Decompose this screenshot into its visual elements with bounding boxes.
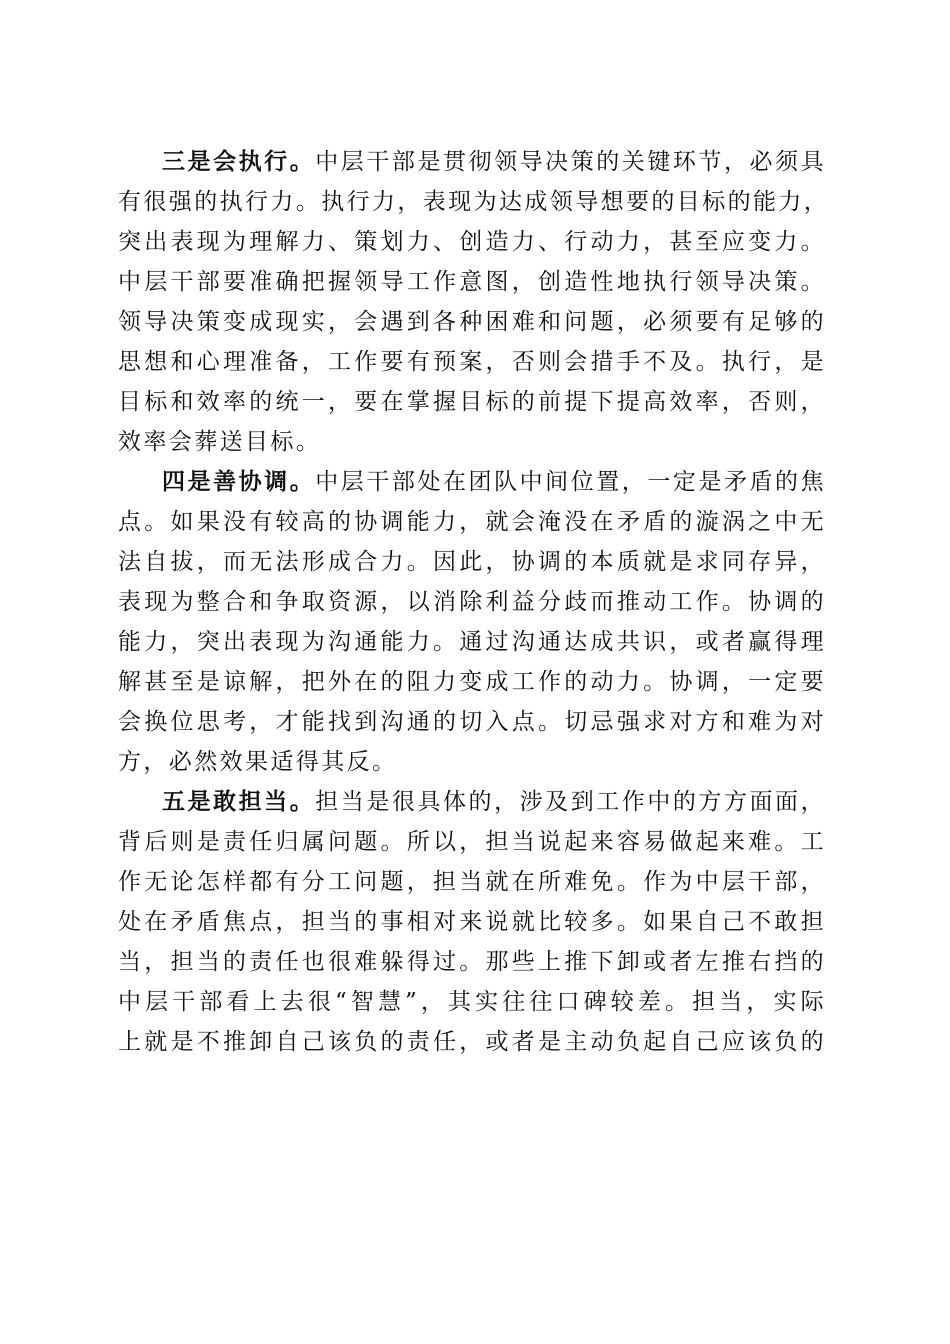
text-line: 方，必然效果适得其反。 bbox=[118, 749, 398, 775]
paragraph-lead: 四是善协调。 bbox=[162, 468, 316, 495]
line-text: 担当是很具体的，涉及到工作中的方方面面， bbox=[315, 789, 826, 815]
text-line: 会换位思考，才能找到沟通的切入点。切忌强求对方和难为对 bbox=[118, 709, 826, 735]
text-line: 中层干部看上去很“智慧”，其实往往口碑较差。担当，实际 bbox=[118, 989, 826, 1015]
paragraph-coordinate bbox=[118, 462, 826, 782]
text-line bbox=[118, 782, 826, 822]
document-body bbox=[118, 142, 830, 1062]
text-line bbox=[118, 462, 826, 502]
text-line: 当，担当的责任也很难躲得过。那些上推下卸或者左推右挡的 bbox=[118, 949, 826, 975]
text-line: 背后则是责任归属问题。所以，担当说起来容易做起来难。工 bbox=[118, 829, 826, 855]
line-text: 中层干部是贯彻领导决策的关键环节，必须具 bbox=[315, 149, 826, 175]
text-line: 效率会葬送目标。 bbox=[118, 429, 322, 455]
text-line: 领导决策变成现实，会遇到各种困难和问题，必须要有足够的 bbox=[118, 309, 826, 335]
text-line: 突出表现为理解力、策划力、创造力、行动力，甚至应变力。 bbox=[118, 229, 826, 255]
paragraph-execute bbox=[118, 142, 830, 462]
text-line bbox=[118, 142, 826, 182]
text-line: 解甚至是谅解，把外在的阻力变成工作的动力。协调，一定要 bbox=[118, 669, 826, 695]
text-line: 法自拔，而无法形成合力。因此，协调的本质就是求同存异， bbox=[118, 549, 826, 575]
text-line: 中层干部要准确把握领导工作意图，创造性地执行领导决策。 bbox=[118, 269, 826, 295]
text-line: 上就是不推卸自己该负的责任，或者是主动负起自己应该负的 bbox=[118, 1029, 826, 1055]
text-line: 点。如果没有较高的协调能力，就会淹没在矛盾的漩涡之中无 bbox=[118, 509, 826, 535]
paragraph-responsibility bbox=[118, 782, 826, 1062]
paragraph-lead: 三是会执行。 bbox=[162, 148, 316, 175]
text-line: 处在矛盾焦点，担当的事相对来说就比较多。如果自己不敢担 bbox=[118, 909, 826, 935]
text-line: 能力，突出表现为沟通能力。通过沟通达成共识，或者赢得理 bbox=[118, 629, 826, 655]
text-line: 有很强的执行力。执行力，表现为达成领导想要的目标的能力， bbox=[118, 189, 830, 215]
text-line: 表现为整合和争取资源，以消除利益分歧而推动工作。协调的 bbox=[118, 589, 826, 615]
paragraph-lead: 五是敢担当。 bbox=[162, 788, 316, 815]
text-line: 思想和心理准备，工作要有预案，否则会措手不及。执行，是 bbox=[118, 349, 826, 375]
line-text: 中层干部处在团队中间位置，一定是矛盾的焦 bbox=[315, 469, 826, 495]
text-line: 作无论怎样都有分工问题，担当就在所难免。作为中层干部， bbox=[118, 869, 826, 895]
text-line: 目标和效率的统一，要在掌握目标的前提下提高效率，否则， bbox=[118, 389, 826, 415]
